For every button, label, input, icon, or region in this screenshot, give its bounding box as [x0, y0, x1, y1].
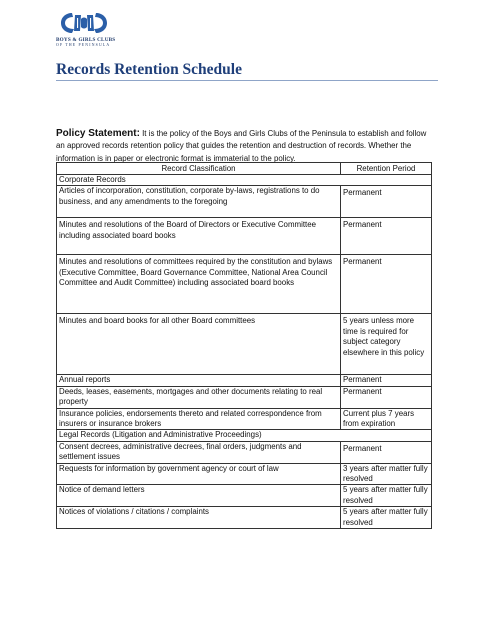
organization-logo: [56, 10, 136, 47]
category-label: Legal Records (Litigation and Administrative Proceedings): [57, 430, 432, 441]
table-row: [57, 485, 432, 507]
record-classification: Articles of incorporation, constitution, corporate by-laws, registrations to do business, and any amendments to the foregoing: [57, 186, 341, 218]
boys-girls-clubs-hands-icon: [56, 10, 112, 36]
logo-name: BOYS & GIRLS CLUBS: [56, 37, 116, 43]
retention-period: 5 years unless more time is required for subject category elsewhere in this policy: [341, 314, 432, 375]
table-header-row: [57, 163, 432, 175]
category-row: [57, 430, 432, 441]
table-row: [57, 186, 432, 218]
table-row: [57, 507, 432, 529]
title-divider: [56, 80, 438, 81]
logo-subtitle: OF THE PENINSULA: [56, 43, 111, 47]
retention-period: 5 years after matter fully resolved: [341, 507, 432, 529]
header-retention-period: Retention Period: [341, 163, 432, 175]
table-row: [57, 314, 432, 375]
retention-period: Permanent: [341, 218, 432, 255]
policy-label: Policy Statement:: [56, 128, 140, 139]
retention-period: Permanent: [341, 255, 432, 314]
table-row: [57, 386, 432, 408]
retention-table: [56, 162, 432, 529]
record-classification: Insurance policies, endorsements thereto and related correspondence from insurers or insurance brokers: [57, 408, 341, 430]
retention-period: Current plus 7 years from expiration: [341, 408, 432, 430]
retention-period: 3 years after matter fully resolved: [341, 463, 432, 485]
record-classification: Annual reports: [57, 375, 341, 386]
category-label: Corporate Records: [57, 175, 432, 186]
table-row: [57, 463, 432, 485]
record-classification: Requests for information by government agency or court of law: [57, 463, 341, 485]
policy-text: It is the policy of the Boys and Girls Clubs of the Peninsula to establish and follow an approved records retention policy that guides the retention and destruction of records. Whether the information is in paper or electronic format is immaterial to the policy.: [56, 129, 427, 163]
retention-period: Permanent: [341, 186, 432, 218]
retention-period: Permanent: [341, 441, 432, 463]
table-row: [57, 218, 432, 255]
table-row: [57, 375, 432, 386]
retention-period: Permanent: [341, 375, 432, 386]
record-classification: Deeds, leases, easements, mortgages and other documents relating to real property: [57, 386, 341, 408]
retention-period: Permanent: [341, 386, 432, 408]
record-classification: Consent decrees, administrative decrees, final orders, judgments and settlement issues: [57, 441, 341, 463]
policy-statement: [56, 128, 430, 165]
page-title: Records Retention Schedule: [56, 61, 242, 78]
category-row: [57, 175, 432, 186]
record-classification: Minutes and board books for all other Board committees: [57, 314, 341, 375]
record-classification: Notices of violations / citations / complaints: [57, 507, 341, 529]
record-classification: Minutes and resolutions of committees required by the constitution and bylaws (Executive Committee, Board Governance Committee, National Area Council Committee and Audit Committee) including associated board books: [57, 255, 341, 314]
record-classification: Minutes and resolutions of the Board of Directors or Executive Committee including associated board books: [57, 218, 341, 255]
table-row: [57, 441, 432, 463]
table-row: [57, 255, 432, 314]
header-record-classification: Record Classification: [57, 163, 341, 175]
record-classification: Notice of demand letters: [57, 485, 341, 507]
retention-period: 5 years after matter fully resolved: [341, 485, 432, 507]
table-row: [57, 408, 432, 430]
